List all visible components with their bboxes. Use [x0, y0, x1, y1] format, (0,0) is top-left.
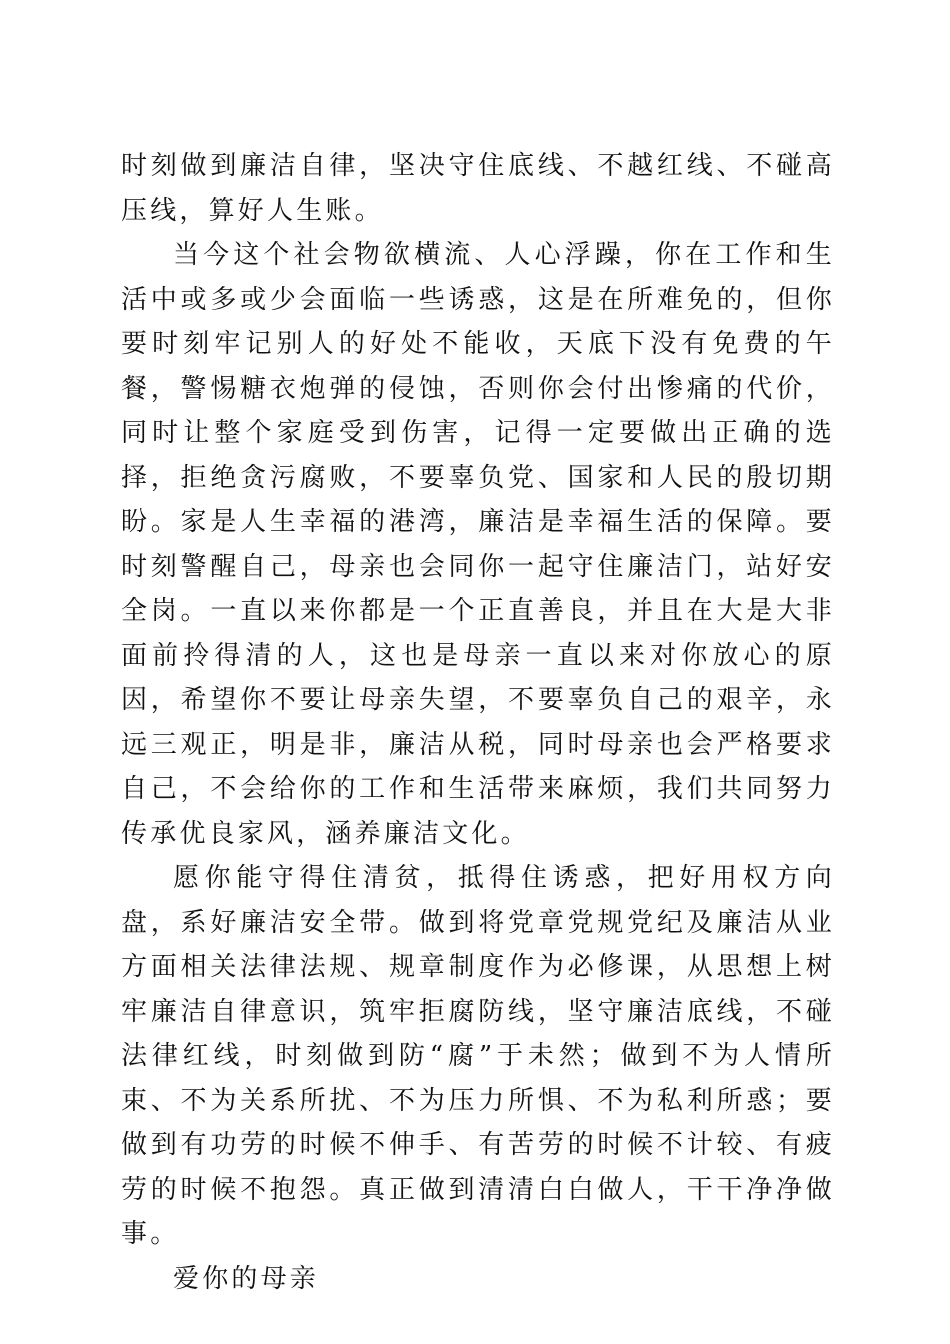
- paragraph-temptation-warning: 当今这个社会物欲横流、人心浮躁，你在工作和生活中或多或少会面临一些诱惑，这是在所难免的，但你要时刻牢记别人的好处不能收，天底下没有免费的午餐，警惕糖衣炮弹的侵蚀，否则你会付出惨痛的代价，同时让整个家庭受到伤害，记得一定要做出正确的选择，拒绝贪污腐败，不要辜负党、国家和人民的殷切期盼。家是人生幸福的港湾，廉洁是幸福生活的保障。要时刻警醒自己，母亲也会同你一起守住廉洁门，站好安全岗。一直以来你都是一个正直善良，并且在大是大非面前拎得清的人，这也是母亲一直以来对你放心的原因，希望你不要让母亲失望，不要辜负自己的艰辛，永远三观正，明是非，廉洁从税，同时母亲也会严格要求自己，不会给你的工作和生活带来麻烦，我们共同努力传承优良家风，涵养廉洁文化。: [121, 240, 835, 849]
- paragraph-integrity-wishes: 愿你能守得住清贫，抵得住诱惑，把好用权方向盘，系好廉洁安全带。做到将党章党规党纪及廉洁从业方面相关法律法规、规章制度作为必修课，从思想上树牢廉洁自律意识，筑牢拒腐防线，坚守廉洁底线，不碰法律红线，时刻做到防“腐”于未然；做到不为人情所束、不为关系所扰、不为压力所惧、不为私利所惑；要做到有功劳的时候不伸手、有苦劳的时候不计较、有疲劳的时候不抱怨。真正做到清清白白做人，干干净净做事。: [121, 863, 835, 1249]
- letter-body: [121, 144, 835, 1301]
- signature-line: 爱你的母亲: [173, 1263, 320, 1294]
- paragraph-continuation: 时刻做到廉洁自律，坚决守住底线、不越红线、不碰高压线，算好人生账。: [121, 151, 835, 226]
